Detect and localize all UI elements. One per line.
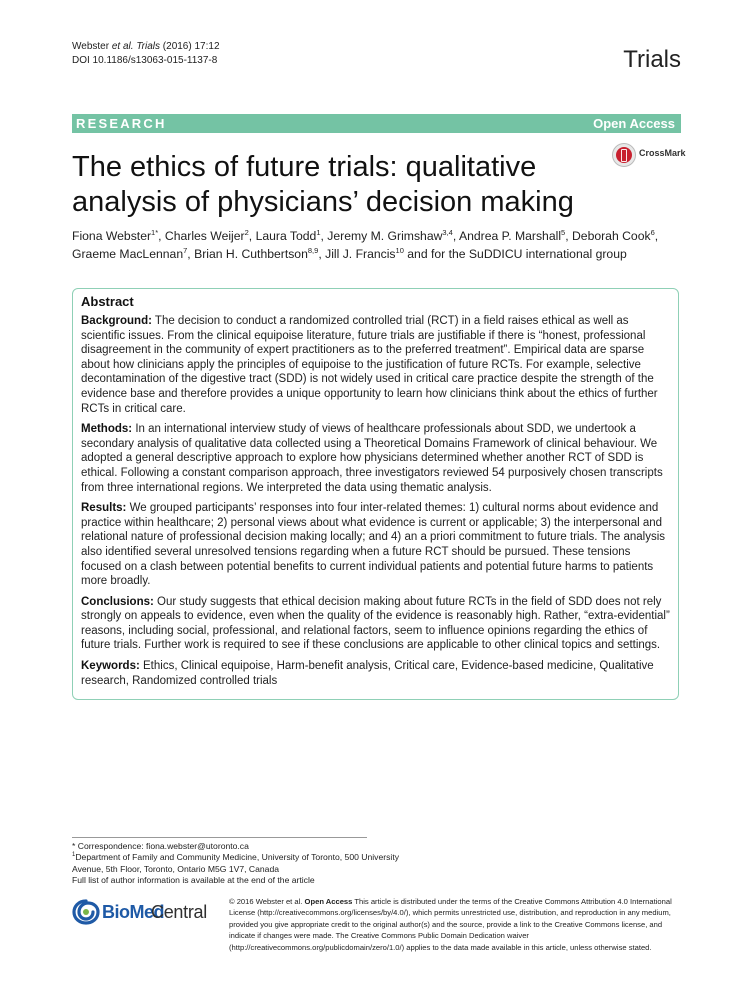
- author[interactable]: Deborah Cook$^6$: [571, 227, 655, 243]
- section-banner: [72, 114, 681, 133]
- article-title: The ethics of future trials: qualitative analysis of physicians’ decision making: [72, 151, 574, 218]
- journal-name: Trials: [623, 46, 681, 73]
- citation-journal: Trials: [136, 41, 161, 52]
- license-statement: © 2016 Webster et al. Open Access This article is distributed under the terms of the Creative Commons Attribution 4.0 International License (http://creativecommons.org/licenses/by/4.0/), which permits unrestricted use, distribution, and reproduction in any medium, provided you give appropriate credit to the original author(s) and the source, provide a link to the Creative Commons license, and indicate if changes were made. The Creative Commons Public Domain Dedication waiver (http://creativecommons.org/publicdomain/zero/1.0/) applies to the data made available in this article, unless otherwise stated.: [229, 897, 672, 952]
- full-author-info-note: Full list of author information is available at the end of the article: [72, 874, 315, 885]
- crossmark-icon: [612, 141, 636, 169]
- author[interactable]: Andrea P. Marshall$^5$: [458, 227, 566, 243]
- biomed-central-logo[interactable]: [72, 899, 222, 925]
- footnote-divider: [72, 837, 367, 838]
- author-group: and for the SuDDICU international group: [407, 247, 627, 261]
- abstract-keywords: Keywords: Ethics, Clinical equipoise, Harm-benefit analysis, Critical care, Evidence-based medicine, Qualitative research, Randomized controlled trials: [81, 660, 654, 687]
- biomed-swirl-icon: [72, 899, 100, 925]
- citation-year: (2016) 17:12: [162, 41, 220, 52]
- abstract-methods: Methods: In an international interview study of views of healthcare professionals about SDD, we undertook a secondary analysis of qualitative data collected using a Theoretical Domains Framework of clinical behaviour. We adopted a general descriptive approach to explore how physicians determined whether another RCT of SDD is ethical. Following a constant comparison approach, three investigators reviewed 54 purposively chosen transcripts from three international regions. We interpreted the data using thematic analysis.: [81, 423, 663, 494]
- author-list: Fiona Webster$^{1*}$, Charles Weijer$^2$, Laura Todd$^1$, Jeremy M. Grimshaw$^{3,4}$, Andrea P. Marshall$^5$, Deborah Cook$^6$, Graeme MacLennan$^7$, Brian H. Cuthbertson$^{8,9}$, Jill J. Francis$^{10}$ and for the SuDDICU international group: [72, 227, 659, 261]
- author[interactable]: Charles Weijer$^2$: [164, 227, 249, 243]
- citation-header: [72, 40, 220, 68]
- affiliation: $^1$Department of Family and Community Medicine, University of Toronto, 500 University Avenue, 5th Floor, Toronto, Ontario M5G 1V7, Canada: [72, 852, 400, 874]
- author[interactable]: Jill J. Francis$^{10}$: [325, 245, 404, 261]
- citation-etal: et al.: [111, 41, 134, 52]
- author[interactable]: Graeme MacLennan$^7$: [72, 245, 188, 261]
- author[interactable]: Fiona Webster$^{1*}$: [72, 227, 159, 243]
- abstract-heading: Abstract: [81, 294, 134, 309]
- correspondence[interactable]: * Correspondence: fiona.webster@utoronto.ca: [72, 841, 249, 851]
- crossmark-badge[interactable]: [612, 141, 692, 169]
- author[interactable]: Brian H. Cuthbertson$^{8,9}$: [194, 245, 319, 261]
- crossmark-label: CrossMark: [639, 148, 686, 158]
- author[interactable]: Jeremy M. Grimshaw$^{3,4}$: [327, 227, 453, 243]
- publisher-name-bold: BioMed: [102, 902, 164, 922]
- abstract-results: Results: We grouped participants’ responses into four inter-related themes: 1) cultural norms about evidence and practice within healthcare; 2) personal views about what evidence is current or applicable; 3) the interpersonal and relational nature of professional decision making locally; and 4) an a priori commitment to future trials. The analysis also identified several unresolved tensions regarding when a future RCT should be pursued. These tensions focused on a clash between potential benefits to current individual patients and potential future harms to patients more broadly.: [81, 502, 666, 588]
- author[interactable]: Laura Todd$^1$: [255, 227, 321, 243]
- citation-line: [72, 40, 220, 54]
- section-label: RESEARCH: [76, 116, 167, 131]
- open-access-label: Open Access: [593, 116, 675, 131]
- abstract-background: Background: The decision to conduct a randomized controlled trial (RCT) in a field raises ethical as well as scientific issues. From the clinical equipoise literature, future trials are justifiable if there is “honest, professional disagreement in the community of expert practitioners as to the preferred treatment”. Empirical data are sparse about how clinicians apply the principles of equipoise to the justification of future RCTs. For example, selective decontamination of the digestive tract (SDD) is not widely used in critical care practice despite the strength of the evidence base and therefore provides a unique opportunity to learn how clinicians think about the ethics of further RCTs in critical care.: [81, 315, 658, 415]
- publisher-name-rest: Central: [151, 902, 207, 922]
- footnotes: [72, 841, 402, 886]
- abstract-conclusions: Conclusions: Our study suggests that ethical decision making about future RCTs in the field of SDD does not rely strongly on appeals to evidence, even when the quality of the evidence is reasonably high. Rather, “extra-evidential” reasons, including social, professional, and relational factors, seem to influence opinions regarding the ethics of future trials. Further work is required to see if these conclusions are applicable to other clinical topics and settings.: [81, 595, 670, 652]
- doi-link[interactable]: DOI 10.1186/s13063-015-1137-8: [72, 55, 218, 66]
- abstract-box: [72, 288, 679, 700]
- citation-author: Webster: [72, 41, 110, 52]
